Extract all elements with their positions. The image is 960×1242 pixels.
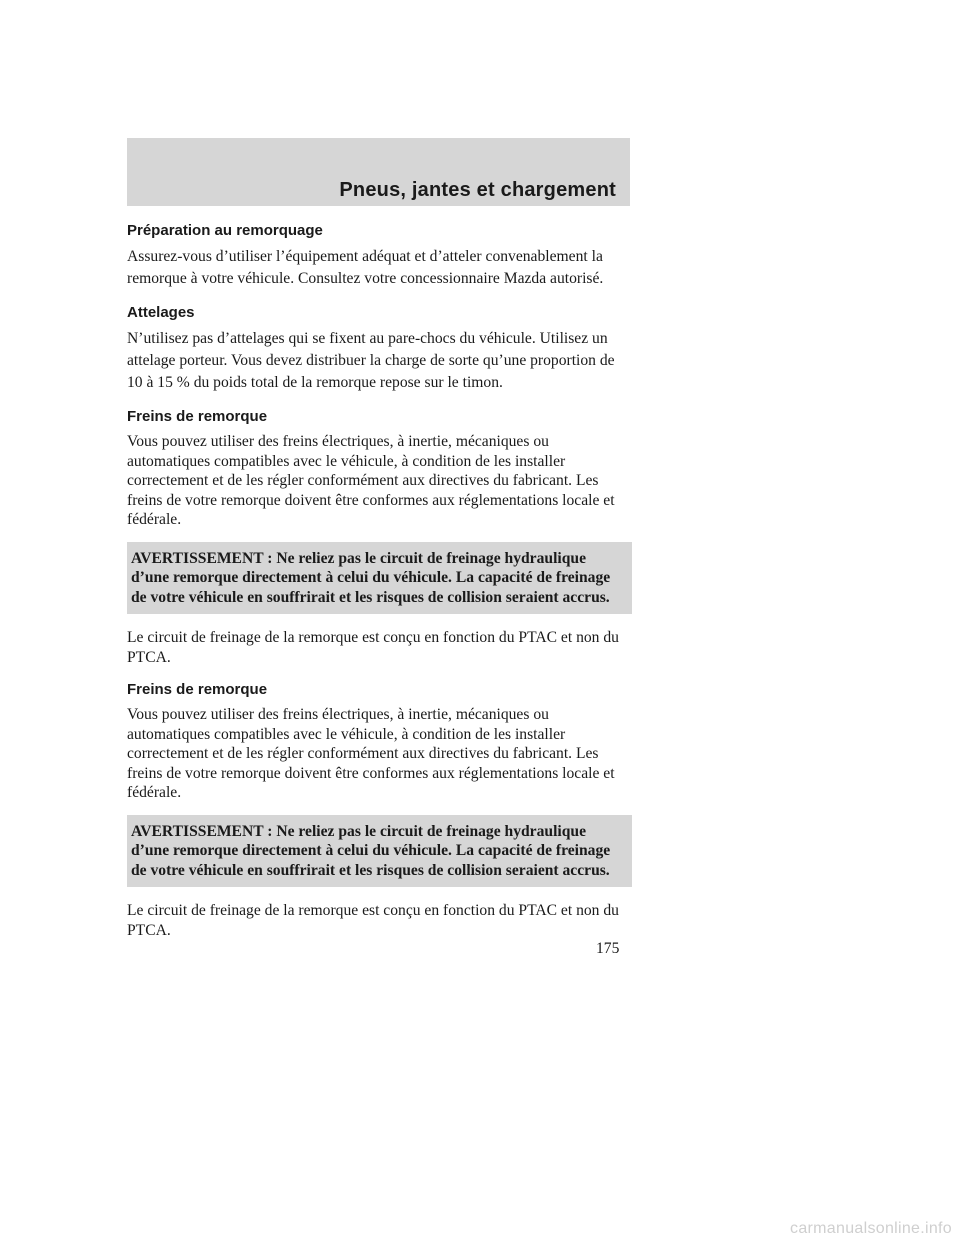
section-heading-freins-2: Freins de remorque [127, 681, 268, 698]
page-number: 175 [596, 940, 620, 957]
paragraph-preparation: Assurez-vous d’utiliser l’équipement adéquat et d’atteler convenablement la remorque à votre véhicule. Consultez votre concessionnaire Mazda autorisé. [127, 248, 604, 287]
warning-text-2: AVERTISSEMENT : Ne reliez pas le circuit de freinage hydraulique d’une remorque directement à celui du véhicule. La capacité de freinage de votre véhicule en souffrirait et les risques de collision seraient accrus. [131, 822, 611, 879]
section-heading-preparation: Préparation au remorquage [127, 222, 323, 239]
page-title: Pneus, jantes et chargement [339, 179, 616, 201]
paragraph-freins-1: Vous pouvez utiliser des freins électriques, à inertie, mécaniques ou automatiques compatibles avec le véhicule, à condition de les installer correctement et de les régler conformément aux directives du fabricant. Les freins de votre remorque doivent être conformes aux réglementations locale et fédérale. [127, 433, 615, 528]
page-content [127, 220, 632, 952]
paragraph-freins-1-note: Le circuit de freinage de la remorque est conçu en fonction du PTAC et non du PTCA. [127, 629, 619, 666]
warning-box-1 [127, 542, 632, 615]
paragraph-freins-2: Vous pouvez utiliser des freins électriques, à inertie, mécaniques ou automatiques compatibles avec le véhicule, à condition de les installer correctement et de les régler conformément aux directives du fabricant. Les freins de votre remorque doivent être conformes aux réglementations locale et fédérale. [127, 706, 615, 801]
watermark: carmanualsonline.info [790, 1220, 952, 1237]
warning-text-1: AVERTISSEMENT : Ne reliez pas le circuit de freinage hydraulique d’une remorque directement à celui du véhicule. La capacité de freinage de votre véhicule en souffrirait et les risques de collision seraient accrus. [131, 549, 611, 606]
header-band [127, 138, 630, 206]
paragraph-attelages: N’utilisez pas d’attelages qui se fixent au pare-chocs du véhicule. Utilisez un attelage porteur. Vous devez distribuer la charge de sorte qu’une proportion de 10 à 15 % du poids total de la remorque repose sur le timon. [127, 330, 615, 391]
section-heading-attelages: Attelages [127, 304, 195, 321]
section-heading-freins-1: Freins de remorque [127, 408, 268, 425]
paragraph-freins-2-note: Le circuit de freinage de la remorque est conçu en fonction du PTAC et non du PTCA. [127, 902, 619, 939]
warning-box-2 [127, 815, 632, 888]
